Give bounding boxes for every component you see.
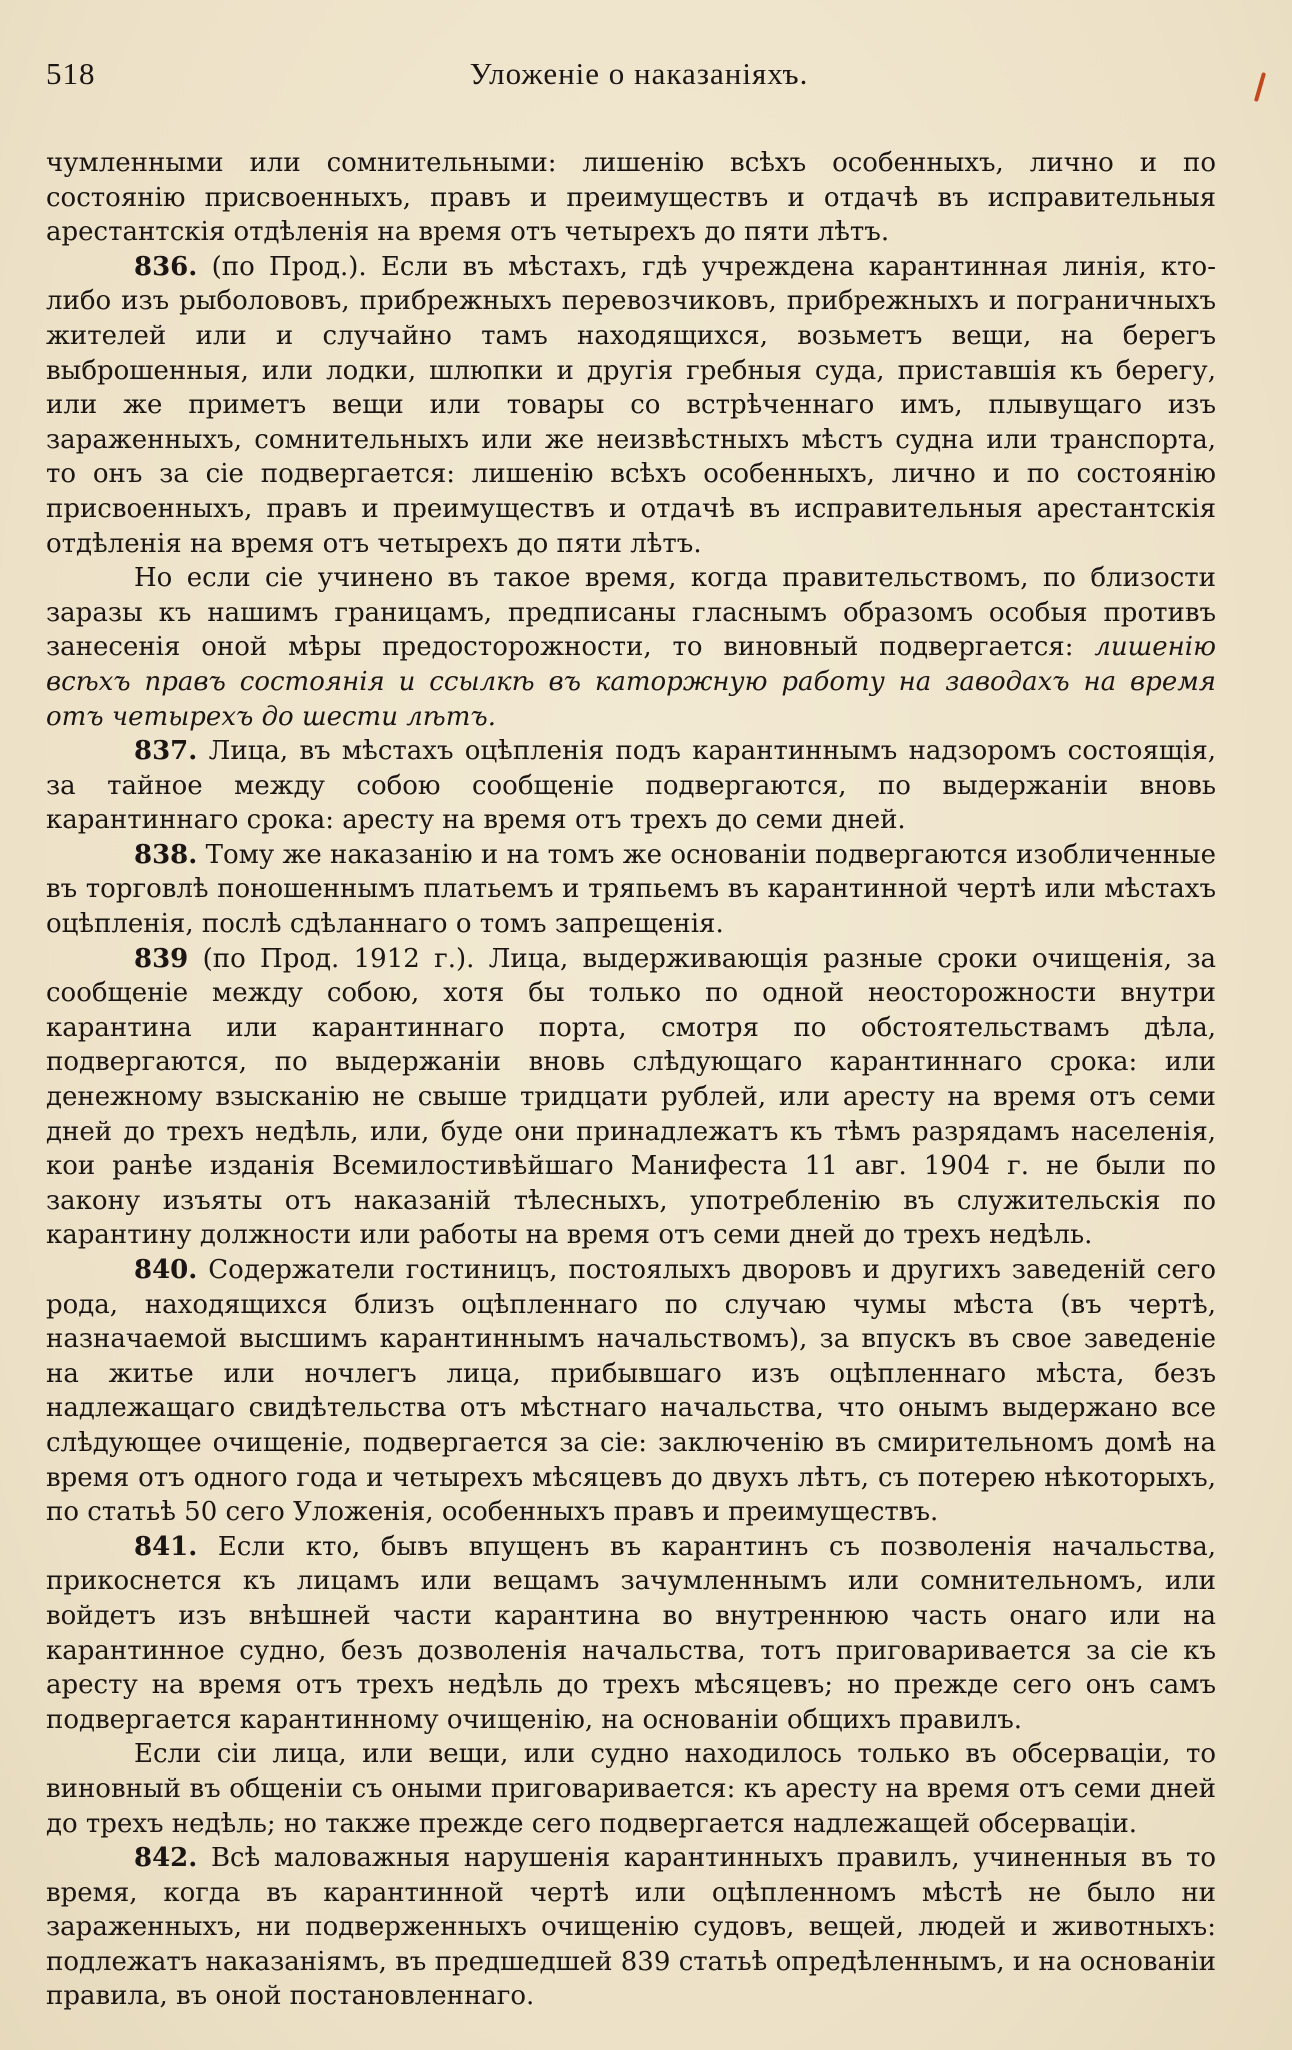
article-number: 842. [134, 1843, 198, 1874]
article-number: 837. [134, 736, 198, 767]
article-839 [46, 942, 1216, 1253]
paragraph-text: Содержатели гостиницъ, постоялыхъ дворовъ и другихъ заведеній сего рода, находящихся близъ оцѣпленнаго по случаю чумы мѣста (въ чертѣ, назначаемой высшимъ карантиннымъ начальствомъ), за впускъ въ свое заведеніе на житье или ночлегъ лица, прибывшаго изъ оцѣпленнаго мѣста, безъ надлежащаго свидѣтельства отъ мѣстнаго начальства, что онымъ выдержано все слѣдующее очищеніе, подвергается за сіе: заключенію въ смирительномъ домѣ на время отъ одного года и четырехъ мѣсяцевъ до двухъ лѣтъ, съ потерею нѣкоторыхъ, по статьѣ 50 сего Уложенія, особенныхъ правъ и преимуществъ. [46, 1255, 1217, 1528]
paragraph-text: Если кто, бывъ впущенъ въ карантинъ съ позволенія начальства, прикоснется къ лицамъ или вещамъ зачумленнымъ или сомнительномъ, или войдетъ изъ внѣшней части карантина во внутреннюю часть онаго или на карантинное судно, безъ дозволенія начальства, тотъ приговаривается за сіе къ аресту на время отъ трехъ недѣль до трехъ мѣсяцевъ; но прежде сего онъ самъ подвергается карантинному очищенію, на основаніи общихъ правилъ. [46, 1531, 1216, 1735]
article-842 [46, 1841, 1216, 2014]
italic-penalty: лишенію всѣхъ правъ состоянія и ссылкѣ въ каторжную работу на заводахъ на время отъ четырехъ до шести лѣтъ. [46, 632, 1217, 732]
article-838 [46, 838, 1216, 942]
pencil-mark [1254, 72, 1266, 102]
paragraph-text: Если сіи лица, или вещи, или судно находилось только въ обсерваціи, то виновный въ общеніи съ оными приговаривается: къ аресту на время отъ семи дней до трехъ недѣль; но также прежде сего подвергается надлежащей обсерваціи. [46, 1739, 1216, 1839]
article-number: 840. [134, 1255, 198, 1285]
article-840 [46, 1253, 1216, 1530]
page-number: 518 [46, 56, 96, 91]
article-841-part-2 [46, 1737, 1216, 1841]
article-number: 839 [134, 943, 189, 974]
article-836-part-2 [46, 561, 1216, 734]
article-837 [46, 734, 1216, 838]
running-title: Уложеніе о наказаніяхъ. [469, 56, 809, 91]
document-body [46, 146, 1216, 2014]
article-841 [46, 1530, 1216, 1738]
paragraph-text: чумленными или сомнительными: лишенію всѣхъ особенныхъ, лично и по состоянію присвоенныхъ, правъ и преимуществъ и отдачѣ въ исправительныя арестантскія отдѣленія на время отъ четырехъ до пяти лѣтъ. [46, 148, 1216, 248]
paragraph-text: (по Прод.). Если въ мѣстахъ, гдѣ учреждена карантинная линія, кто-либо изъ рыболововъ, прибрежныхъ перевозчиковъ, прибрежныхъ и пограничныхъ жителей или и случайно тамъ находящихся, возьметъ вещи, на берегъ выброшенныя, или лодки, шлюпки и другія гребныя суда, приставшія къ берегу, или же приметъ вещи или товары со встрѣченнаго имъ, плывущаго изъ зараженныхъ, сомнительныхъ или же неизвѣстныхъ мѣстъ судна или транспорта, то онъ за сіе подвергается: лишенію всѣхъ особенныхъ, лично и по состоянію присвоенныхъ, правъ и преимуществъ и отдачѣ въ исправительныя арестантскія отдѣленія на время отъ четырехъ до пяти лѣтъ. [46, 251, 1216, 559]
page-header [46, 56, 1232, 100]
article-number: 836. [134, 251, 198, 282]
paragraph-text: Тому же наказанію и на томъ же основаніи подвергаются изобличенные въ торговлѣ поношеннымъ платьемъ и тряпьемъ въ карантинной чертѣ или мѣстахъ оцѣпленія, послѣ сдѣланнаго о томъ запрещенія. [46, 839, 1217, 940]
paragraph-text: Но если сіе учинено въ такое время, когда правительствомъ, по близости заразы къ нашимъ границамъ, предписаны гласнымъ образомъ особыя противъ занесенія оной мѣры предосторожности, то виновный подвергается: [46, 563, 1216, 663]
article-number: 838. [134, 839, 198, 870]
paragraph-text: Лица, въ мѣстахъ оцѣпленія подъ карантиннымъ надзоромъ состоящія, за тайное между собою сообщеніе подвергаются, по выдержаніи вновь карантиннаго срока: аресту на время отъ трехъ до семи дней. [46, 736, 1217, 836]
paragraph-continuation [46, 146, 1216, 250]
paragraph-text: Всѣ маловажныя нарушенія карантинныхъ правилъ, учиненныя въ то время, когда въ карантинной чертѣ или оцѣпленномъ мѣстѣ не было ни зараженныхъ, ни подверженныхъ очищенію судовъ, вещей, людей и животныхъ: подлежатъ наказаніямъ, въ предшедшей 839 статьѣ опредѣленнымъ, и на основаніи правила, въ оной постановленнаго. [46, 1843, 1217, 2012]
paragraph-text: (по Прод. 1912 г.). Лица, выдерживающія разные сроки очищенія, за сообщеніе между собою, хотя бы только по одной неосторожности внутри карантина или карантиннаго порта, смотря по обстоятельствамъ дѣла, подвергаются, по выдержаніи вновь слѣдующаго карантиннаго срока: или денежному взысканію не свыше тридцати рублей, или аресту на время отъ семи дней до трехъ недѣль, или, буде они принадлежатъ къ тѣмъ разрядамъ населенія, кои ранѣе изданія Всемилостивѣйшаго Манифеста 11 авг. 1904 г. не были по закону изъяты отъ наказаній тѣлесныхъ, употребленію въ служительскія по карантину должности или работы на время отъ семи дней до трехъ недѣль. [46, 943, 1217, 1251]
article-number: 841. [134, 1531, 198, 1562]
article-836 [46, 250, 1216, 561]
